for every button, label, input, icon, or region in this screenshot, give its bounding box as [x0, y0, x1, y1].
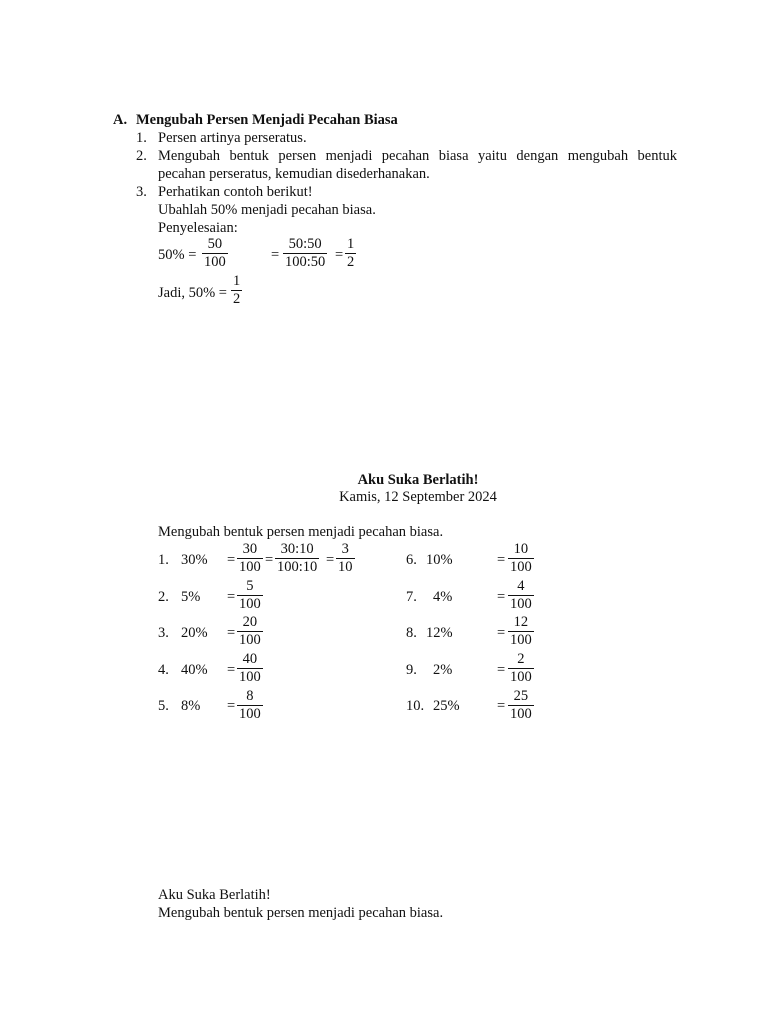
fraction [231, 273, 242, 308]
fraction-numerator: 2 [517, 651, 525, 667]
equals-sign: = [497, 589, 506, 605]
equals-sign: = [497, 552, 506, 568]
fraction-denominator: 100:50 [285, 254, 326, 270]
equals-sign: = [265, 552, 274, 568]
fraction [237, 578, 263, 613]
list-item-text: Persen artinya perseratus. [158, 130, 307, 146]
list-item-text: Mengubah bentuk persen menjadi pecahan biasa yaitu dengan mengubah bentuk [158, 148, 677, 164]
exercise-number: 5. [158, 698, 169, 714]
list-item-number: 1. [136, 130, 147, 146]
practice-instruction: Mengubah bentuk persen menjadi pecahan biasa. [158, 524, 444, 540]
fraction-denominator: 2 [347, 254, 355, 270]
exercise-number: 6. [406, 552, 417, 568]
practice-title: Aku Suka Berlatih! [357, 472, 479, 488]
fraction-numerator: 3 [341, 541, 349, 557]
footer-title: Aku Suka Berlatih! [158, 887, 271, 903]
fraction-denominator: 10 [338, 559, 353, 575]
exercise-number: 9. [406, 662, 417, 678]
fraction-denominator: 100:10 [277, 559, 318, 575]
equals-sign: = [227, 589, 236, 605]
footer-instruction: Mengubah bentuk persen menjadi pecahan biasa. [158, 905, 444, 921]
example-lhs: 50% = [158, 247, 197, 263]
fraction-numerator: 30 [242, 541, 258, 557]
fraction-numerator: 5 [246, 578, 254, 594]
equals-sign: = [227, 698, 236, 714]
fraction-denominator: 100 [239, 596, 261, 612]
equals-sign: = [271, 247, 280, 263]
fraction-numerator: 8 [246, 688, 254, 704]
example-task: Ubahlah 50% menjadi pecahan biasa. [158, 202, 376, 218]
fraction-denominator: 100 [510, 706, 532, 722]
fraction [283, 236, 327, 271]
exercise-percent: 2% [433, 662, 453, 678]
equals-sign: = [227, 625, 236, 641]
fraction [508, 651, 534, 686]
fraction [508, 614, 534, 649]
fraction [508, 578, 534, 613]
exercise-number: 4. [158, 662, 169, 678]
fraction [237, 541, 263, 576]
section-letter: A. [113, 112, 128, 128]
equals-sign: = [227, 662, 236, 678]
fraction-denominator: 2 [233, 291, 241, 307]
fraction-numerator: 25 [513, 688, 529, 704]
fraction-denominator: 100 [510, 559, 532, 575]
equals-sign: = [497, 662, 506, 678]
exercise-percent: 30% [181, 552, 208, 568]
example-conclusion: Jadi, 50% = [158, 285, 227, 301]
fraction-denominator: 100 [510, 632, 532, 648]
fraction [237, 614, 263, 649]
fraction-numerator: 20 [242, 614, 258, 630]
fraction [237, 688, 263, 723]
list-item-number: 2. [136, 148, 147, 164]
exercise-percent: 5% [181, 589, 201, 605]
fraction-denominator: 100 [510, 669, 532, 685]
section-title: Mengubah Persen Menjadi Pecahan Biasa [136, 112, 398, 128]
fraction-numerator: 50 [207, 236, 223, 252]
exercise-number: 3. [158, 625, 169, 641]
fraction [237, 651, 263, 686]
fraction-denominator: 100 [204, 254, 226, 270]
exercise-number: 8. [406, 625, 417, 641]
list-item-text: Perhatikan contoh berikut! [158, 184, 313, 200]
fraction-numerator: 40 [242, 651, 258, 667]
exercise-number: 2. [158, 589, 169, 605]
equals-sign: = [335, 247, 344, 263]
exercise-number: 7. [406, 589, 417, 605]
exercise-percent: 12% [426, 625, 453, 641]
fraction [508, 688, 534, 723]
fraction-numerator: 10 [513, 541, 529, 557]
fraction-numerator: 1 [233, 273, 241, 289]
exercise-number: 1. [158, 552, 169, 568]
fraction-numerator: 4 [517, 578, 525, 594]
equals-sign: = [326, 552, 335, 568]
fraction-numerator: 30:10 [280, 541, 314, 557]
equals-sign: = [497, 625, 506, 641]
fraction-denominator: 100 [510, 596, 532, 612]
exercise-percent: 40% [181, 662, 208, 678]
equals-sign: = [497, 698, 506, 714]
fraction [275, 541, 319, 576]
exercise-percent: 4% [433, 589, 453, 605]
list-item-text: pecahan perseratus, kemudian disederhanakan. [158, 166, 430, 182]
fraction [345, 236, 356, 271]
practice-date: Kamis, 12 September 2024 [339, 489, 497, 505]
fraction-denominator: 100 [239, 669, 261, 685]
exercise-percent: 20% [181, 625, 208, 641]
exercise-percent: 10% [426, 552, 453, 568]
exercise-percent: 8% [181, 698, 201, 714]
fraction-numerator: 1 [347, 236, 355, 252]
fraction-denominator: 100 [239, 559, 261, 575]
fraction [508, 541, 534, 576]
solution-label: Penyelesaian: [158, 220, 238, 236]
fraction [202, 236, 228, 271]
fraction-numerator: 50:50 [288, 236, 322, 252]
fraction-denominator: 100 [239, 632, 261, 648]
exercise-number: 10. [406, 698, 425, 714]
exercise-percent: 25% [433, 698, 460, 714]
fraction-numerator: 12 [513, 614, 529, 630]
equals-sign: = [227, 552, 236, 568]
list-item-number: 3. [136, 184, 147, 200]
fraction [336, 541, 355, 576]
fraction-denominator: 100 [239, 706, 261, 722]
